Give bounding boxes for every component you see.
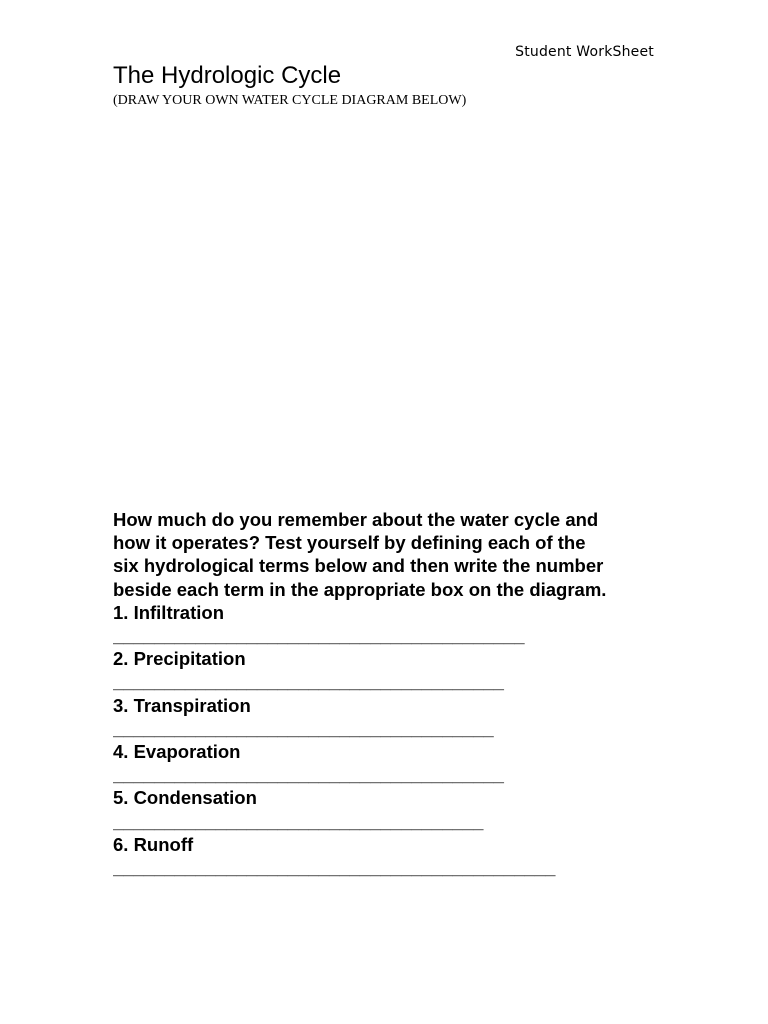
intro-line: How much do you remember about the water cycle and xyxy=(113,509,599,530)
answer-line: ________________________________________ xyxy=(113,625,525,647)
intro-line: how it operates? Test yourself by defining each of the xyxy=(113,532,586,554)
page-title: The Hydrologic Cycle xyxy=(113,62,342,89)
header-label: Student WorkSheet xyxy=(515,44,654,60)
answer-line: ______________________________________ xyxy=(113,671,504,693)
intro-line: beside each term in the appropriate box on the diagram. xyxy=(113,578,607,600)
terms-list xyxy=(113,601,673,879)
term-evaporation xyxy=(113,740,673,786)
term-infiltration xyxy=(113,601,673,647)
term-label: 5. Condensation xyxy=(113,787,257,809)
term-label: 3. Transpiration xyxy=(113,694,251,716)
page-subtitle: (DRAW YOUR OWN WATER CYCLE DIAGRAM BELOW) xyxy=(113,93,467,108)
intro-paragraph xyxy=(113,508,673,601)
diagram-drawing-area xyxy=(113,120,653,500)
intro-line: six hydrological terms below and then write the number xyxy=(113,555,604,577)
term-transpiration xyxy=(113,694,673,740)
answer-line: ____________________________________ xyxy=(113,810,484,832)
answer-line: _____________________________________ xyxy=(113,717,494,739)
answer-line: ___________________________________________ xyxy=(113,857,556,879)
term-label: 4. Evaporation xyxy=(113,741,241,763)
term-label: 6. Runoff xyxy=(113,833,194,855)
term-label: 1. Infiltration xyxy=(113,601,224,623)
term-label: 2. Precipitation xyxy=(113,648,246,670)
term-condensation xyxy=(113,786,673,832)
term-precipitation xyxy=(113,647,673,693)
answer-line: ______________________________________ xyxy=(113,764,504,786)
questions-section xyxy=(113,508,673,879)
term-runoff xyxy=(113,833,673,879)
